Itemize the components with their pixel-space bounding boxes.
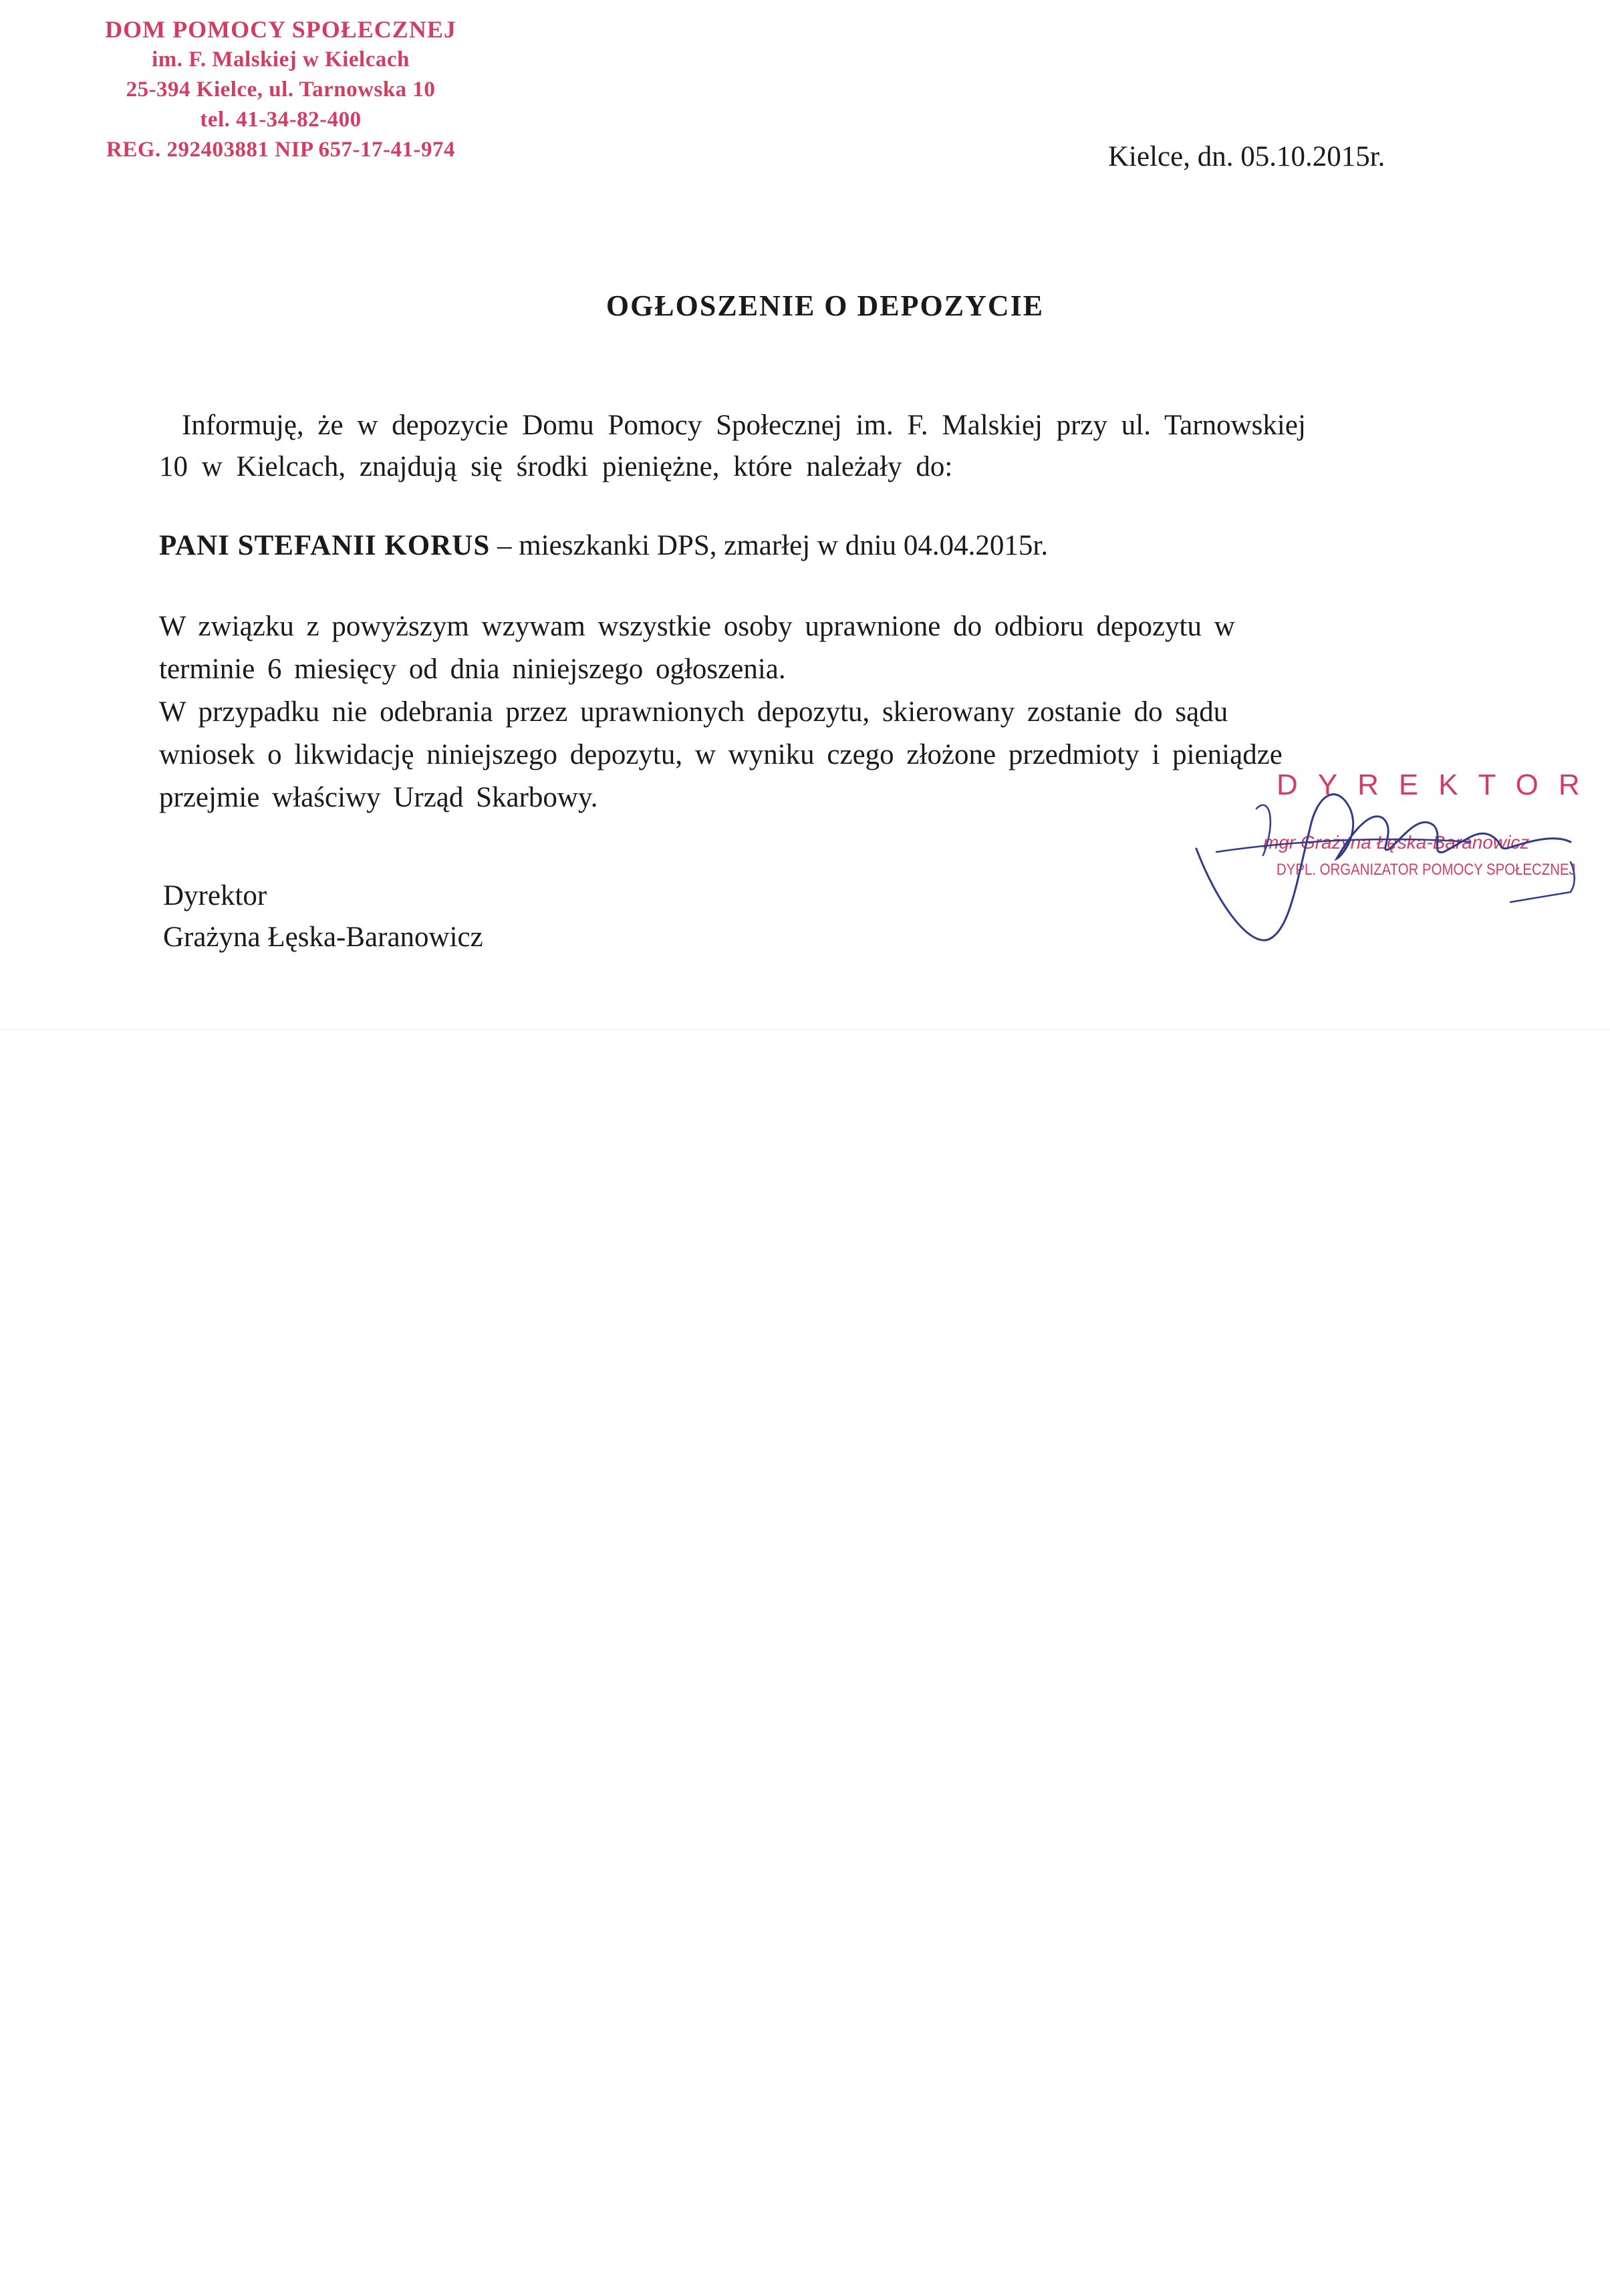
handwritten-signature <box>1176 768 1591 949</box>
paragraph-deceased <box>159 525 1048 567</box>
summons-line-5: przejmie właściwy Urząd Skarbowy. <box>159 782 598 813</box>
scan-edge <box>0 1029 1610 1030</box>
summons-line-1: W związku z powyższym wzywam wszystkie osoby uprawnione do odbioru depozytu w <box>159 611 1235 642</box>
document-title: OGŁOSZENIE O DEPOZYCIE <box>606 289 1045 322</box>
paragraph-1-line-2: 10 w Kielcach, znajdują się środki pieniężne, które należały do: <box>159 451 953 482</box>
signature-role: Dyrektor <box>163 880 267 911</box>
stamp-line-address: 25-394 Kielce, ul. Tarnowska 10 <box>126 78 436 102</box>
summons-line-3: W przypadku nie odebrania przez uprawnionych depozytu, skierowany zostanie do sądu <box>159 696 1228 728</box>
deceased-details: – mieszkanki DPS, zmarłej w dniu 04.04.2015r. <box>490 530 1049 561</box>
stamp-line-patron: im. F. Malskiej w Kielcach <box>152 47 410 71</box>
paragraph-1-line-1: Informuję, że w depozycie Domu Pomocy Społecznej im. F. Malskiej przy ul. Tarnowskiej <box>182 410 1306 441</box>
signature-block <box>163 875 483 958</box>
document-date: Kielce, dn. 05.10.2015r. <box>1108 141 1385 172</box>
director-stamp <box>1176 768 1600 949</box>
director-stamp-role: DYPL. ORGANIZATOR POMOCY SPOŁECZNEJ <box>1277 861 1576 879</box>
stamp-line-institution: DOM POMOCY SPOŁECZNEJ <box>105 16 456 43</box>
summons-line-4: wniosek o likwidację niniejszego depozytu, w wyniku czego złożone przedmioty i pieniądze <box>159 739 1283 770</box>
stamp-line-phone: tel. 41-34-82-400 <box>200 108 362 132</box>
director-stamp-title: DYREKTOR <box>1277 768 1600 801</box>
director-stamp-name: mgr Grażyna Łęska-Baranowicz <box>1263 832 1530 853</box>
stamp-line-registration: REG. 292403881 NIP 657-17-41-974 <box>106 138 455 162</box>
deceased-name: PANI STEFANII KORUS <box>159 530 491 561</box>
summons-line-2: terminie 6 miesięcy od dnia niniejszego ogłoszenia. <box>159 654 786 685</box>
institution-stamp <box>74 15 488 165</box>
signature-name: Grażyna Łęska-Baranowicz <box>163 921 483 953</box>
paragraph-summons <box>159 605 1283 819</box>
